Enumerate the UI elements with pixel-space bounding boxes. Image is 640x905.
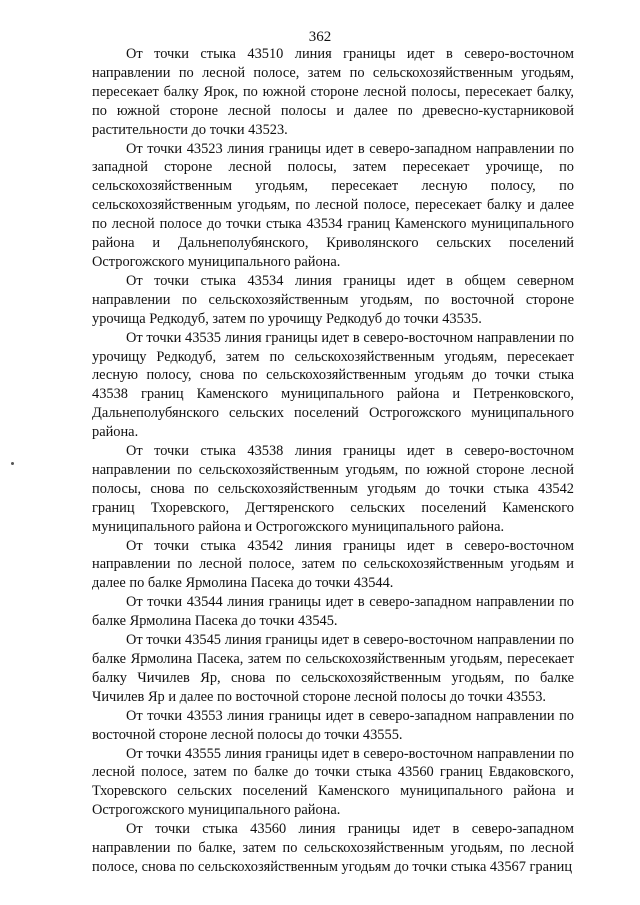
paragraph: От точки 43553 линия границы идет в северо-западном направлении по восточной стороне лесной полосы до точки 43555.: [92, 707, 574, 743]
paragraph: От точки стыка 43534 линия границы идет в общем северном направлении по сельскохозяйственным угодьям, по восточной стороне урочища Редкодуб, затем по урочищу Редкодуб до точки 43535.: [92, 272, 574, 327]
paragraph: От точки 43535 линия границы идет в северо-восточном направлении по урочищу Редкодуб, затем по сельскохозяйственным угодьям, пересекает лесную полосу, снова по сельскохозяйственным угодьям до точки стыка 43538 границ Каменского муниципального района и Петренковского, Дальнеполубянского сельских поселений Острогожского муниципального района.: [92, 329, 574, 441]
page-number: 362: [308, 29, 332, 45]
paragraph: От точки 43555 линия границы идет в северо-восточном направлении по лесной полосе, затем по балке до точки стыка 43560 границ Евдаковского, Тхоревского сельских поселений Каменского муниципального района и Острогожского муниципального района.: [92, 745, 574, 819]
scan-speck: [11, 462, 14, 465]
paragraph: От точки стыка 43560 линия границы идет в северо-западном направлении по балке, затем по сельскохозяйственным угодьям, по лесной полосе, снова по сельскохозяйственным угодьям до точки стыка 43567 границ: [92, 821, 574, 875]
document-body: [92, 45, 574, 877]
paragraph: От точки 43544 линия границы идет в северо-западном направлении по балке Ярмолина Пасека до точки 43545.: [92, 594, 574, 630]
paragraph: От точки стыка 43510 линия границы идет в северо-восточном направлении по лесной полосе, затем по сельскохозяйственным угодьям, пересекает балку Ярок, по южной стороне лесной полосы, пересекает балку, по южной стороне лесной полосы и далее по древесно-кустарниковой растительности до точки 43523.: [92, 46, 574, 138]
paragraph: От точки стыка 43538 линия границы идет в северо-восточном направлении по сельскохозяйственным угодьям, по южной стороне лесной полосы, снова по сельскохозяйственным угодьям до точки стыка 43542 границ Тхоревского, Дегтяренского сельских поселений Каменского муниципального района и Острогожского муниципального района.: [92, 443, 574, 535]
paragraph: От точки 43545 линия границы идет в северо-восточном направлении по балке Ярмолина Пасека, затем по сельскохозяйственным угодьям, пересекает балку Чичилев Яр, снова по сельскохозяйственным угодьям, по балке Чичилев Яр и далее по восточной стороне лесной полосы до точки 43553.: [92, 632, 574, 705]
paragraph: От точки стыка 43542 линия границы идет в северо-восточном направлении по лесной полосе, затем по сельскохозяйственным угодьям и далее по балке Ярмолина Пасека до точки 43544.: [92, 537, 574, 592]
paragraph: От точки 43523 линия границы идет в северо-западном направлении по западной стороне лесной полосы, затем пересекает урочище, по сельскохозяйственным угодьям, пересекает лесную полосу, по сельскохозяйственным угодьям, по лесной полосе, пересекает балку и далее по лесной полосе до точки стыка 43534 границ Каменского муниципального района и Дальнеполубянского, Криволянского сельских поселений Острогожского муниципального района.: [92, 140, 574, 270]
